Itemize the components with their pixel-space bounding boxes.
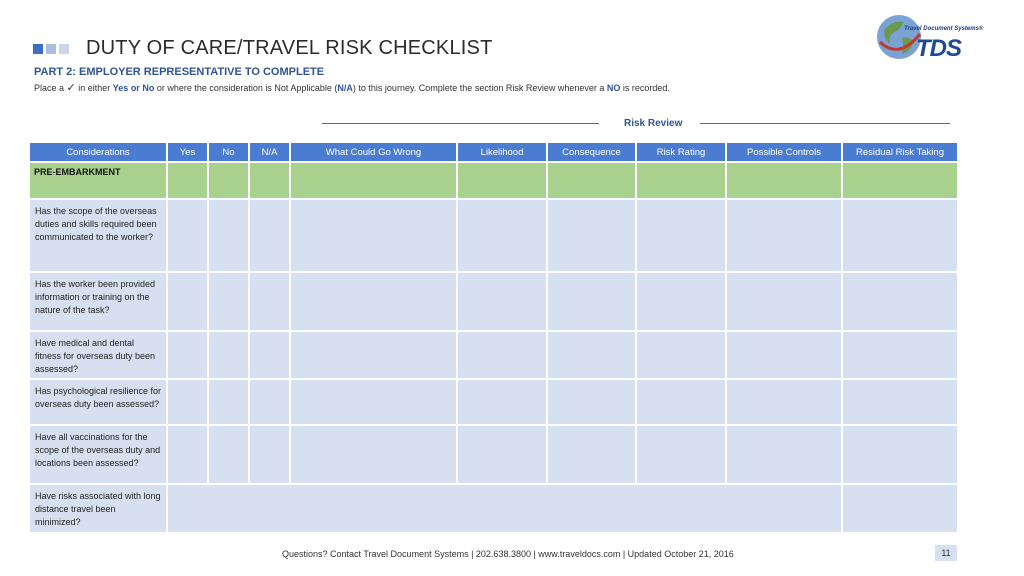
section-label: PRE-EMBARKMENT [29, 162, 167, 199]
consideration-text: Have risks associated with long distance travel been minimized? [29, 484, 167, 532]
title-squares-decoration [33, 44, 69, 54]
cell-what-could-go-wrong[interactable] [290, 331, 457, 379]
cell-consequence[interactable] [547, 162, 636, 199]
cell-likelihood[interactable] [457, 162, 547, 199]
consideration-text: Have medical and dental fitness for overseas duty been assessed? [29, 331, 167, 379]
risk-review-line-left [322, 123, 599, 124]
cell-yes[interactable] [167, 331, 208, 379]
cell-possible-controls[interactable] [726, 425, 842, 484]
instructions-text-2: in either [75, 83, 113, 93]
cell-no[interactable] [208, 425, 249, 484]
cell-yes[interactable] [167, 162, 208, 199]
cell-risk-rating[interactable] [636, 162, 726, 199]
table-row [29, 272, 958, 331]
cell-likelihood[interactable] [457, 379, 547, 425]
square-mid [46, 44, 56, 54]
cell-residual-risk[interactable] [842, 199, 958, 272]
cell-residual-risk[interactable] [842, 272, 958, 331]
square-dark [33, 44, 43, 54]
cell-no[interactable] [208, 272, 249, 331]
instructions-text-1: Place a [34, 83, 65, 93]
cell-residual-risk[interactable] [842, 331, 958, 379]
cell-yes[interactable] [167, 425, 208, 484]
cell-yes[interactable] [167, 199, 208, 272]
cell-residual-risk[interactable] [842, 162, 958, 199]
cell-likelihood[interactable] [457, 272, 547, 331]
risk-review-line-right [700, 123, 950, 124]
cell-possible-controls[interactable] [726, 199, 842, 272]
section-row-pre-embarkment [29, 162, 958, 199]
cell-risk-rating[interactable] [636, 379, 726, 425]
cell-consequence[interactable] [547, 379, 636, 425]
cell-consequence[interactable] [547, 199, 636, 272]
tds-logo [870, 8, 990, 64]
instructions-text-5: is recorded. [620, 83, 670, 93]
col-possible-controls: Possible Controls [726, 142, 842, 162]
cell-risk-rating[interactable] [636, 331, 726, 379]
col-yes: Yes [167, 142, 208, 162]
checkmark-icon: ✓ [66, 82, 76, 94]
instructions-text-4: ) to this journey. Complete the section Risk Review whenever a [352, 83, 607, 93]
instructions-text-3: or where the consideration is Not Applicable ( [154, 83, 338, 93]
consideration-text: Has psychological resilience for overseas duty been assessed? [29, 379, 167, 425]
col-risk-rating: Risk Rating [636, 142, 726, 162]
cell-na[interactable] [249, 379, 290, 425]
logo-tagline: Travel Document Systems® [904, 26, 984, 32]
cell-likelihood[interactable] [457, 425, 547, 484]
consideration-text: Have all vaccinations for the scope of the overseas duty and locations been assessed? [29, 425, 167, 484]
col-na: N/A [249, 142, 290, 162]
table-row [29, 425, 958, 484]
instructions-yes-or-no: Yes or No [112, 83, 155, 93]
cell-na[interactable] [249, 162, 290, 199]
cell-consequence[interactable] [547, 272, 636, 331]
page-title: DUTY OF CARE/TRAVEL RISK CHECKLIST [86, 37, 493, 59]
table-header-row [29, 142, 958, 162]
table-row [29, 379, 958, 425]
col-consequence: Consequence [547, 142, 636, 162]
cell-what-could-go-wrong[interactable] [290, 425, 457, 484]
cell-residual-risk[interactable] [842, 425, 958, 484]
instructions [34, 81, 670, 94]
part-title: PART 2: EMPLOYER REPRESENTATIVE TO COMPLETE [34, 66, 325, 78]
table-row [29, 484, 958, 532]
cell-what-could-go-wrong[interactable] [290, 379, 457, 425]
cell-risk-rating[interactable] [636, 199, 726, 272]
cell-risk-rating[interactable] [636, 425, 726, 484]
square-light [59, 44, 69, 54]
cell-no[interactable] [208, 379, 249, 425]
col-considerations: Considerations [29, 142, 167, 162]
instructions-na: N/A [337, 83, 353, 93]
cell-yes[interactable] [167, 379, 208, 425]
cell-residual-risk[interactable] [842, 379, 958, 425]
table-row [29, 331, 958, 379]
table-row [29, 199, 958, 272]
col-residual-risk-taking: Residual Risk Taking [842, 142, 958, 162]
col-what-could-go-wrong: What Could Go Wrong [290, 142, 457, 162]
cell-possible-controls[interactable] [726, 162, 842, 199]
logo-text: TDS [916, 35, 961, 62]
cell-possible-controls[interactable] [726, 379, 842, 425]
cell-possible-controls[interactable] [726, 272, 842, 331]
cell-possible-controls[interactable] [726, 331, 842, 379]
consideration-text: Has the worker been provided information or training on the nature of the task? [29, 272, 167, 331]
footer-contact: Questions? Contact Travel Document Systems | 202.638.3800 | www.traveldocs.com | Updated October 21, 2016 [282, 549, 734, 559]
cell-na[interactable] [249, 331, 290, 379]
instructions-no: NO [606, 83, 621, 93]
cell-na[interactable] [249, 425, 290, 484]
cell-residual-risk[interactable] [842, 484, 958, 532]
risk-checklist-table [28, 141, 959, 534]
col-likelihood: Likelihood [457, 142, 547, 162]
cell-na[interactable] [249, 272, 290, 331]
cell-no[interactable] [208, 162, 249, 199]
cell-what-could-go-wrong[interactable] [290, 272, 457, 331]
cell-risk-rating[interactable] [636, 272, 726, 331]
page-number: 11 [935, 545, 957, 561]
cell-likelihood[interactable] [457, 331, 547, 379]
risk-review-label: Risk Review [624, 118, 683, 129]
cell-yes[interactable] [167, 272, 208, 331]
cell-likelihood[interactable] [457, 199, 547, 272]
consideration-text: Has the scope of the overseas duties and skills required been communicated to the worker? [29, 199, 167, 272]
cell-na[interactable] [249, 199, 290, 272]
cell-consequence[interactable] [547, 331, 636, 379]
cell-no[interactable] [208, 331, 249, 379]
cell-what-could-go-wrong[interactable] [290, 162, 457, 199]
merged-cell-yes-to-possible-controls[interactable] [167, 484, 842, 532]
cell-what-could-go-wrong[interactable] [290, 199, 457, 272]
col-no: No [208, 142, 249, 162]
cell-consequence[interactable] [547, 425, 636, 484]
cell-no[interactable] [208, 199, 249, 272]
